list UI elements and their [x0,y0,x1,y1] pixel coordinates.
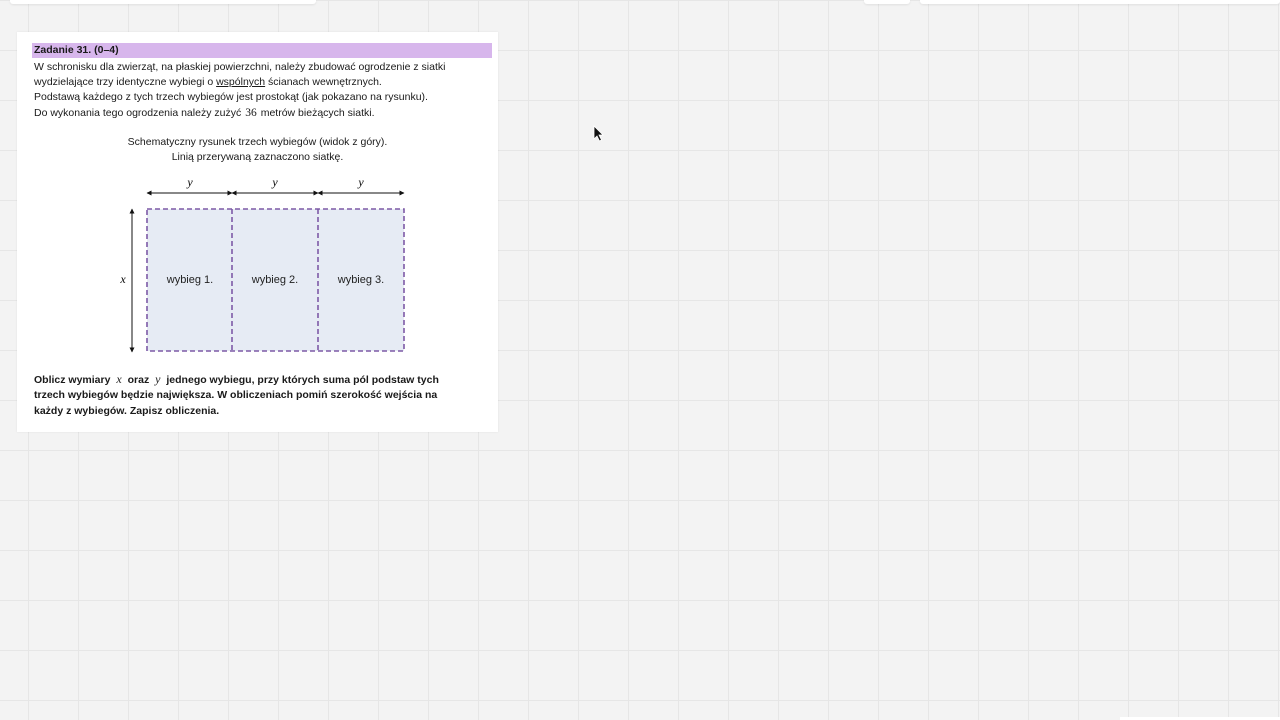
enclosures [147,209,404,351]
question-var-y: y [155,372,161,386]
toolbar-edge-right-a [864,0,910,4]
toolbar-edge-right-b [920,0,1280,4]
width-label-1: y [187,175,193,189]
mouse-pointer-icon [593,125,605,142]
intro-line-2 [34,75,494,90]
enclosure-label-2: wybieg 2. [251,274,299,286]
question-line-1-start: Oblicz wymiary [34,374,111,386]
question-conjunction: oraz [127,374,150,386]
enclosure-label-1: wybieg 1. [166,274,214,286]
question-line-1 [34,372,494,388]
intro-line-4 [34,106,494,121]
diagram-caption-line-1: Schematyczny rysunek trzech wybiegów (widok z góry). [127,136,388,148]
width-label-2: y [272,175,278,189]
question-var-x: x [116,372,122,386]
task-card[interactable] [17,32,498,432]
intro-line-2-end: ścianach wewnętrznych. [265,76,382,89]
question-line-1-end: jednego wybiegu, przy których suma pól podstaw tych [166,374,439,386]
enclosure-label-3: wybieg 3. [337,274,385,286]
task-question [34,372,494,419]
diagram-caption-line-2: Linią przerywaną zaznaczono siatkę. [171,151,344,163]
width-dimension-arrows [147,175,404,193]
toolbar-edge-left [10,0,316,4]
enclosure-diagram [112,172,432,357]
intro-line-1: W schronisku dla zwierząt, na płaskiej powierzchni, należy zbudować ogrodzenie z siatki [34,61,446,73]
question-line-3: każdy z wybiegów. Zapisz obliczenia. [34,404,220,417]
width-label-3: y [358,175,364,189]
intro-underlined-word: wspólnych [216,76,266,89]
intro-line-3: Podstawą każdego z tych trzech wybiegów jest prostokąt (jak pokazano na rysunku). [34,91,428,104]
intro-line-4-start: Do wykonania tego ogrodzenia należy zużyć [34,106,242,119]
fence-length-value: 36 [245,106,257,119]
task-header: Zadanie 31. (0–4) [32,43,492,58]
intro-line-4-end: metrów bieżących siatki. [260,106,375,119]
height-label: x [120,272,126,286]
height-dimension-arrow [119,209,132,352]
intro-line-2-start: wydzielające trzy identyczne wybiegi o [34,76,217,89]
task-intro [34,60,494,121]
question-line-2: trzech wybiegów będzie największa. W obliczeniach pomiń szerokość wejścia na [34,389,438,402]
